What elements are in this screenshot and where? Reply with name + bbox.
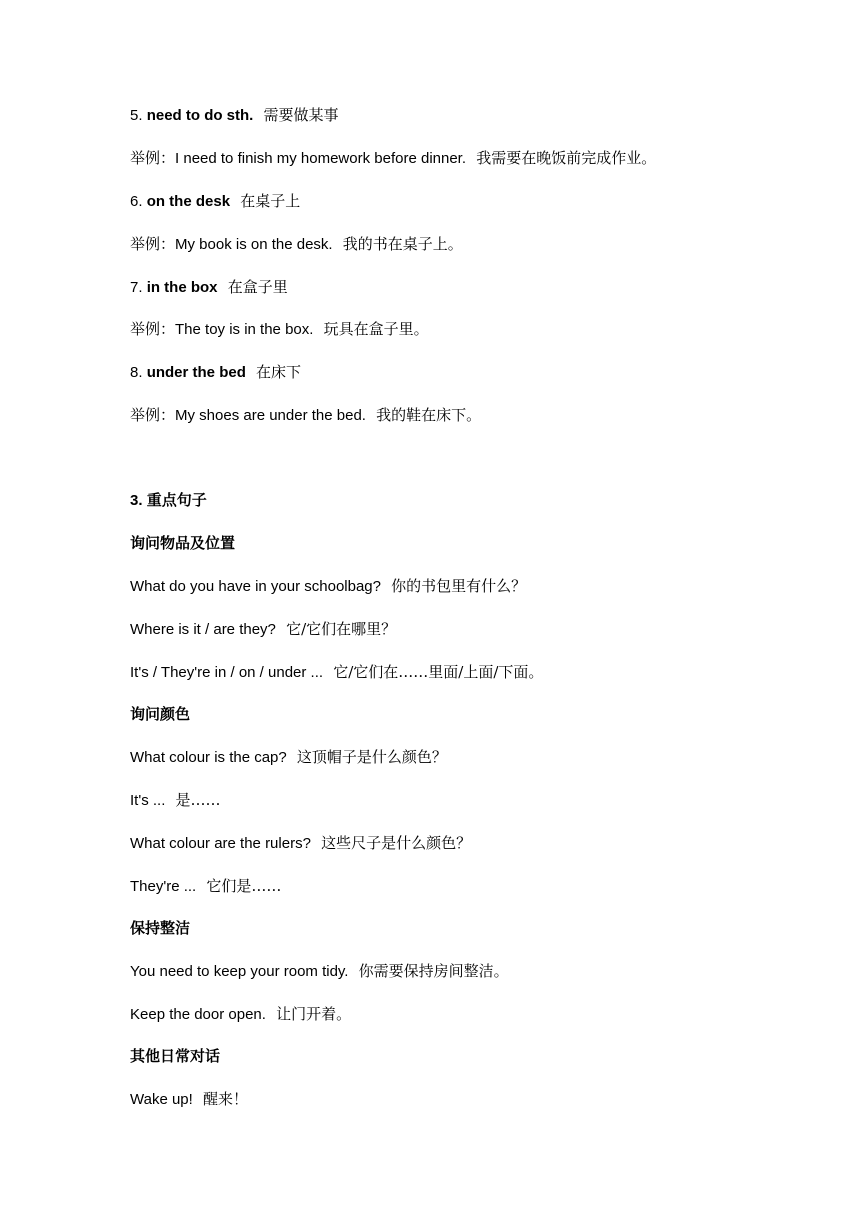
phrase-term: on the desk: [146, 193, 231, 210]
sentence-chinese: 这些尺子是什么颜色？: [321, 834, 472, 852]
sentence-english: Keep the door open.: [130, 1006, 266, 1023]
phrase-term: under the bed: [146, 364, 246, 381]
phrase-meaning: 需要做某事: [263, 106, 339, 124]
sentence-chinese: 你需要保持房间整洁。: [358, 962, 509, 980]
phrase-item: [130, 191, 300, 212]
sentence-chinese: 是……: [175, 791, 221, 809]
sentence-english: Wake up!: [130, 1091, 193, 1108]
group-heading: 其他日常对话: [130, 1047, 221, 1065]
sentence-chinese: 让门开着。: [276, 1005, 352, 1023]
sentence-line: [130, 1089, 248, 1110]
sentence-line: [130, 619, 396, 640]
sentence-line: [130, 1004, 351, 1025]
sentence-line: [130, 747, 447, 768]
sentence-english: What do you have in your schoolbag?: [130, 578, 381, 595]
sentence-chinese: 醒来！: [202, 1090, 248, 1108]
section-heading: [130, 490, 207, 511]
sentence-english: What colour are the rulers?: [130, 835, 311, 852]
phrase-meaning: 在床下: [256, 363, 302, 381]
group-heading: 询问颜色: [130, 705, 191, 723]
phrase-item: [130, 362, 301, 383]
example-english: My shoes are under the bed.: [175, 407, 366, 424]
sentence-line: [130, 961, 509, 982]
example-english: I need to finish my homework before dinner.: [175, 150, 467, 167]
section-number: 3.: [130, 492, 143, 509]
sentence-chinese: 它/它们在……里面/上面/下面。: [333, 663, 544, 681]
sentence-line: [130, 833, 471, 854]
example-label: 举例：: [130, 149, 176, 167]
sentence-line: [130, 662, 543, 683]
phrase-example: [130, 234, 463, 255]
phrase-number: 6.: [130, 193, 143, 210]
phrase-number: 5.: [130, 107, 143, 124]
sentence-chinese: 这顶帽子是什么颜色？: [296, 748, 447, 766]
sentence-chinese: 你的书包里有什么？: [391, 577, 527, 595]
sentence-line: [130, 576, 526, 597]
phrase-term: need to do sth.: [146, 107, 254, 124]
example-english: The toy is in the box.: [175, 321, 314, 338]
example-chinese: 玩具在盒子里。: [323, 320, 429, 338]
phrase-number: 8.: [130, 364, 143, 381]
group-heading: 询问物品及位置: [130, 534, 236, 552]
sentence-line: [130, 790, 221, 811]
sentence-english: They're ...: [130, 878, 197, 895]
group-heading: 保持整洁: [130, 919, 191, 937]
sentence-line: [130, 876, 281, 897]
sentence-english: What colour is the cap?: [130, 749, 287, 766]
sentence-english: Where is it / are they?: [130, 621, 276, 638]
phrase-number: 7.: [130, 279, 143, 296]
phrase-meaning: 在桌子上: [240, 192, 301, 210]
sentence-english: It's ...: [130, 792, 166, 809]
example-label: 举例：: [130, 320, 176, 338]
phrase-item: [130, 105, 339, 126]
phrase-meaning: 在盒子里: [227, 278, 288, 296]
section-title: 重点句子: [146, 491, 207, 509]
sentence-chinese: 它们是……: [206, 877, 282, 895]
sentence-english: You need to keep your room tidy.: [130, 963, 349, 980]
example-chinese: 我的书在桌子上。: [342, 235, 463, 253]
example-chinese: 我需要在晚饭前完成作业。: [476, 149, 657, 167]
phrase-term: in the box: [146, 279, 218, 296]
phrase-example: [130, 405, 481, 426]
example-chinese: 我的鞋在床下。: [376, 406, 482, 424]
phrase-item: [130, 277, 288, 298]
sentence-english: It's / They're in / on / under ...: [130, 664, 324, 681]
phrase-example: [130, 319, 429, 340]
example-label: 举例：: [130, 235, 176, 253]
sentence-chinese: 它/它们在哪里？: [286, 620, 397, 638]
example-label: 举例：: [130, 406, 176, 424]
phrase-example: [130, 148, 656, 169]
example-english: My book is on the desk.: [175, 236, 333, 253]
